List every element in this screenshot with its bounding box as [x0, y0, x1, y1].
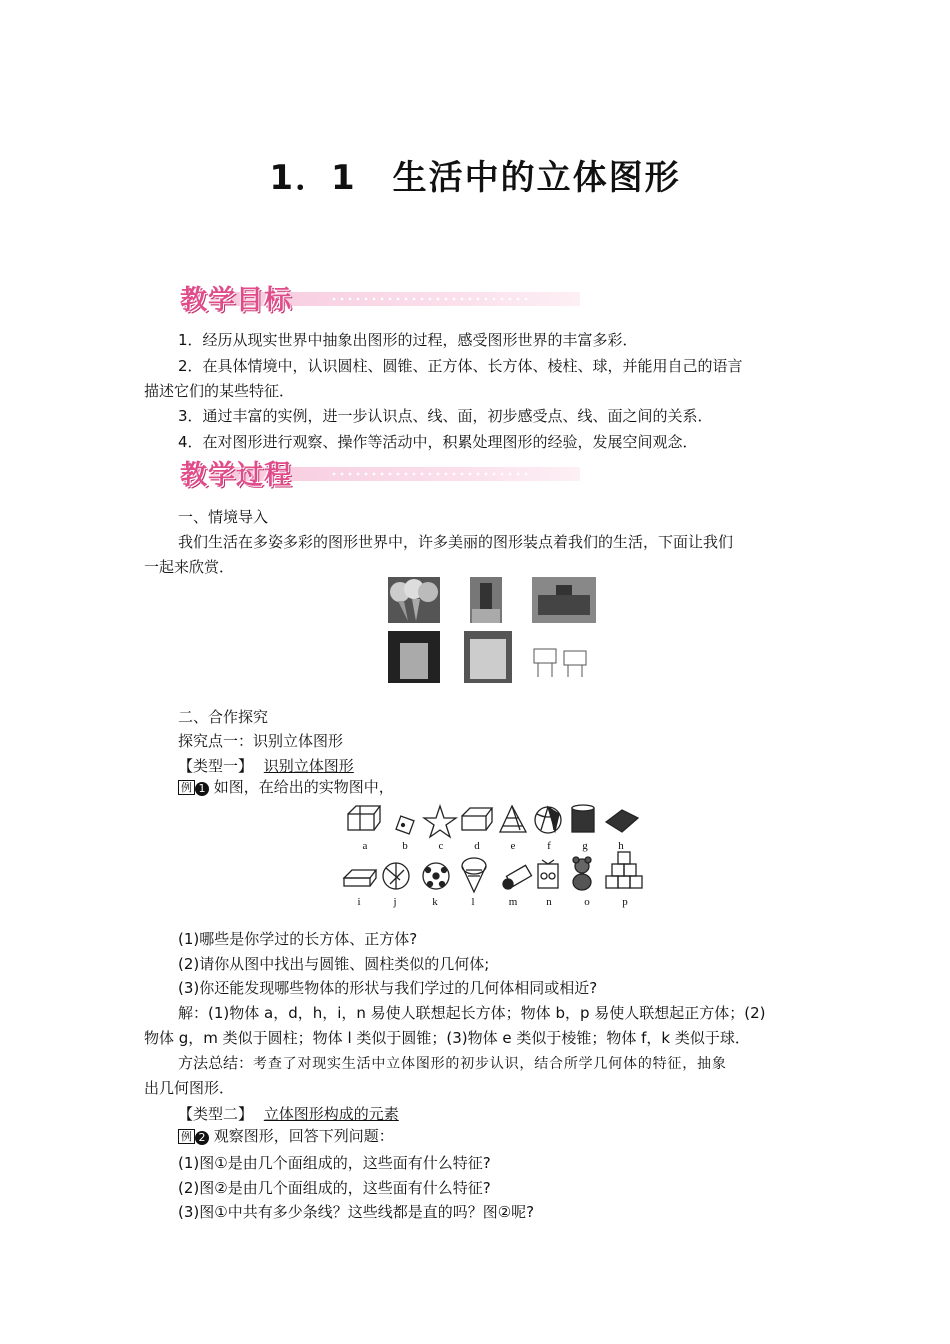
object-label: i [357, 896, 361, 908]
question-line: (3)你还能发现哪些物体的形状与我们学过的几何体相同或相近? [178, 979, 598, 997]
example-badge: 例 [178, 780, 195, 795]
ice-cream-scoop [418, 582, 438, 602]
object-label: m [508, 896, 518, 908]
paragraph-line: 一起来欣赏． [144, 558, 235, 576]
example-badge: 例 [178, 1129, 195, 1144]
type-heading [178, 1103, 399, 1125]
banner-title: 教学过程 [180, 460, 292, 491]
method-text: 考查了对现实生活中立体图形的初步认识，结合所学几何体的特征，抽象 [253, 1056, 727, 1072]
object-label: b [402, 840, 408, 852]
object-label: a [362, 840, 368, 852]
tower-shape [480, 583, 492, 609]
page-title: 1．1 生活中的立体图形 [269, 158, 681, 198]
object-label: p [622, 896, 628, 908]
object-i-flat-box [344, 870, 376, 886]
skyscraper-shape [400, 643, 428, 679]
banner-title: 教学目标 [180, 285, 292, 316]
question-line: (2)请你从图中找出与圆锥、圆柱类似的几何体; [178, 955, 490, 973]
object-l-cone [462, 858, 486, 892]
question-line: (1)图①是由几个面组成的，这些面有什么特征? [178, 1154, 491, 1172]
object-label: j [393, 896, 397, 908]
object-label: g [582, 840, 588, 852]
object-h-book [606, 810, 638, 832]
solution-line: 解：(1)物体 a，d，h，i，n 易使人联想起长方体；物体 b，p 易使人联想起正方体；(2) [178, 1004, 766, 1022]
objects-figure [340, 800, 650, 912]
example-line [178, 776, 394, 798]
example-line [178, 1125, 394, 1147]
photo-grid-svg [388, 577, 600, 685]
object-e-pyramid [500, 806, 526, 832]
object-b-dice [396, 816, 414, 834]
object-d-box [462, 808, 492, 830]
section-heading: 二、合作探究 [178, 708, 269, 726]
goal-item: 1．经历从现实世界中抽象出图形的过程，感受图形世界的丰富多彩． [178, 331, 638, 349]
object-f-ball [535, 807, 561, 833]
solution-line: 物体 g，m 类似于圆柱；物体 l 类似于圆锥；(3)物体 e 类似于棱锥；物体 f，k 类似于球． [144, 1029, 750, 1047]
object-label: d [474, 840, 480, 852]
object-label: f [547, 840, 551, 852]
banner-dots [330, 472, 530, 476]
type-title: 识别立体图形 [263, 757, 354, 775]
example-text: 如图，在给出的实物图中， [213, 778, 394, 796]
photo-grid [388, 577, 600, 685]
apartment-shape [470, 639, 506, 679]
method-summary [178, 1052, 727, 1075]
type-bracket: 【类型二】 [178, 1105, 254, 1123]
type-bracket: 【类型一】 [178, 757, 254, 775]
dome-shape [556, 585, 572, 595]
object-j-disc [383, 863, 409, 889]
example-number: 1 [195, 782, 209, 796]
object-label: l [471, 896, 475, 908]
goal-item: 描述它们的某些特征． [144, 382, 295, 400]
example-number: 2 [195, 1131, 209, 1145]
object-label: e [510, 840, 516, 852]
example-text: 观察图形，回答下列问题： [213, 1127, 394, 1145]
type-title: 立体图形构成的元素 [263, 1105, 399, 1123]
object-label: o [584, 896, 590, 908]
object-label: k [432, 896, 438, 908]
water-shape [472, 609, 500, 623]
object-c-star [424, 806, 456, 837]
object-o-teddy-bear [573, 857, 591, 890]
question-line: (1)哪些是你学过的长方体、正方体? [178, 930, 418, 948]
teaching-process-banner [180, 453, 580, 489]
object-label: h [618, 840, 624, 852]
method-text-line: 出几何图形． [144, 1079, 235, 1097]
goal-item: 4．在对图形进行观察、操作等活动中，积累处理图形的经验，发展空间观念． [178, 433, 698, 451]
object-m-battery [503, 865, 532, 889]
question-line: (3)图①中共有多少条线？这些线都是直的吗？图②呢? [178, 1203, 535, 1221]
banner-dots [330, 297, 530, 301]
object-p-blocks [606, 852, 642, 888]
teaching-goals-banner [180, 278, 580, 314]
object-a-gift-box [348, 806, 380, 830]
paragraph-line: 我们生活在多姿多彩的图形世界中，许多美丽的图形装点着我们的生活，下面让我们 [178, 533, 734, 551]
section-heading: 一、情境导入 [178, 508, 269, 526]
explore-point: 探究点一：识别立体图形 [178, 732, 344, 750]
object-n-radio [538, 860, 558, 888]
type-heading [178, 755, 354, 777]
method-label: 方法总结： [178, 1054, 254, 1072]
object-g-bucket [572, 805, 594, 832]
question-line: (2)图②是由几个面组成的，这些面有什么特征? [178, 1179, 491, 1197]
goal-item: 3．通过丰富的实例，进一步认识点、线、面，初步感受点、线、面之间的关系． [178, 407, 713, 425]
object-k-soccer-ball [423, 863, 449, 889]
object-label: c [438, 840, 444, 852]
object-label: n [546, 896, 552, 908]
building-shape [538, 595, 590, 615]
goal-item: 2．在具体情境中，认识圆柱、圆锥、正方体、长方体、棱柱、球，并能用自己的语言 [178, 357, 743, 375]
